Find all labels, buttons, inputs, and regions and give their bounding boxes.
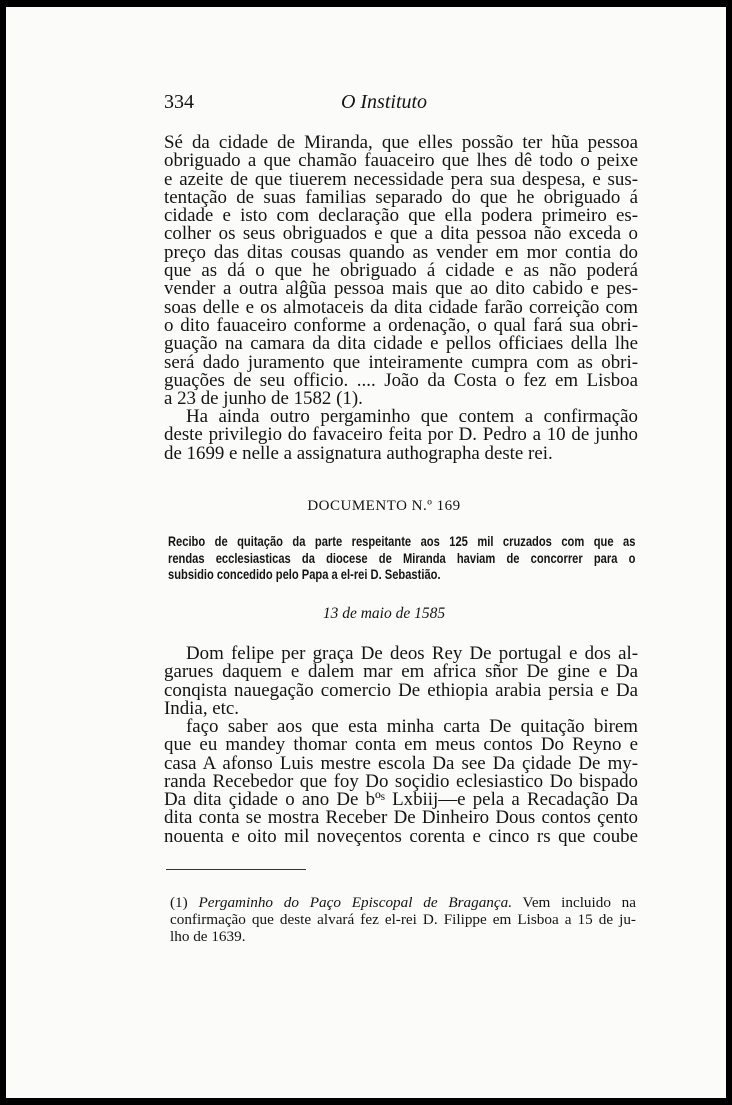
summary-line: rendas ecclesiasticas da diocese de Miranda haviam de concorrer para o <box>168 550 636 566</box>
document-summary <box>168 534 636 584</box>
text-line: Ha ainda outro pergaminho que contem a confirmação <box>186 406 638 427</box>
text-line: guação na camara da dita cidade e pellos officiaes della lhe <box>164 333 638 355</box>
paragraph-privilege-text <box>164 134 638 408</box>
paragraph-quittance <box>164 718 638 846</box>
paragraph-royal-title <box>164 645 638 718</box>
text-line: Dom felipe per graça De deos Rey De portugal e dos al- <box>186 643 638 664</box>
text-line: Da dita çidade o ano De bºˢ Lxbiij—e pela a Recadação Da <box>164 789 638 811</box>
footnote-line: lho de 1639. <box>170 928 246 945</box>
text-line: casa A afonso Luis mestre escola Da see Da çidade De my- <box>164 752 638 774</box>
text-line: obriguado a que chamão fauaceiro que lhes dê todo o peixe <box>164 150 638 172</box>
summary-line: subsidio concedido pelo Papa a el-rei D. Sebastião. <box>168 567 441 582</box>
text-line: soas delle e os almotaceis da dita cidade farão correição com <box>164 296 638 318</box>
text-line: o dito fauaceiro conforme a ordenação, o qual fará sua obri- <box>164 314 638 336</box>
text-line: e azeite de que tiuerem necessidade pera sua despesa, e sus- <box>164 168 638 190</box>
paragraph-confirmation <box>164 408 638 463</box>
footnote <box>170 894 636 945</box>
document-heading: DOCUMENTO N.º 169 <box>307 498 461 514</box>
text-line: deste privilegio do favaceiro feita por D. Pedro a 10 de junho <box>164 424 638 446</box>
footnote-line <box>170 894 636 911</box>
text-line: conqista nauegação comercio De ethiopia arabia persia e Da <box>164 679 638 701</box>
text-line: garues daquem e dalem mar em africa sñor De gine e Da <box>164 661 638 683</box>
footnote-line: confirmação que deste alvará fez el-rei D. Filippe em Lisboa a 15 de ju- <box>170 911 636 928</box>
document-date: 13 de maio de 1585 <box>322 605 446 622</box>
text-line: dita conta se mostra Receber De Dinheiro Dous contos çento <box>164 807 638 829</box>
text-line: que eu mandey thomar conta em meus contos Do Reyno e <box>164 734 638 756</box>
text-line: India, etc. <box>164 697 239 719</box>
footnote-source: Pergaminho do Paço Episcopal de Bragança. <box>198 894 513 911</box>
text-line: tentação de suas familias separado do que he obriguado á <box>164 186 638 208</box>
text-line: randa Recebedor que foy Do soçidio eclesiastico Do bispado <box>164 770 638 792</box>
text-line: será dado juramento que inteiramente cumpra com as obri- <box>164 351 638 373</box>
text-line: de 1699 e nelle a assignatura authographa deste rei. <box>164 442 553 464</box>
footnote-marker: (1) <box>170 894 188 911</box>
footnote-divider <box>166 869 306 870</box>
text-line: faço saber aos que esta minha carta De quitação birem <box>186 716 638 737</box>
text-line: guações de seu officio. .... João da Costa o fez em Lisboa <box>164 369 638 391</box>
text-line: Sé da cidade de Miranda, que elles possão ter hũa pessoa <box>164 132 638 153</box>
footnote-text: Vem incluido na <box>522 894 637 911</box>
text-line: a 23 de junho de 1582 (1). <box>164 388 363 410</box>
running-title: O Instituto <box>340 91 428 113</box>
text-line: preço das ditas cousas quando as vender em mor contia do <box>164 241 638 263</box>
book-page <box>6 7 726 1098</box>
running-header <box>6 91 726 117</box>
text-line: vender a outra alĝũa pessoa mais que ao dito cabido e pes- <box>164 278 638 300</box>
page-number: 334 <box>164 91 194 113</box>
text-line: colher os seus obriguados e que a dita pessoa não exceda o <box>164 223 638 245</box>
text-line: nouenta e oito mil noveçentos corenta e cinco rs que coube <box>164 825 638 847</box>
text-line: cidade e isto com declaração que ella podera primeiro es- <box>164 205 638 227</box>
text-line: que as dá o que he obriguado á cidade e as não poderá <box>164 260 638 282</box>
summary-line: Recibo de quitação da parte respeitante aos 125 mil cruzados com que as <box>168 534 636 549</box>
